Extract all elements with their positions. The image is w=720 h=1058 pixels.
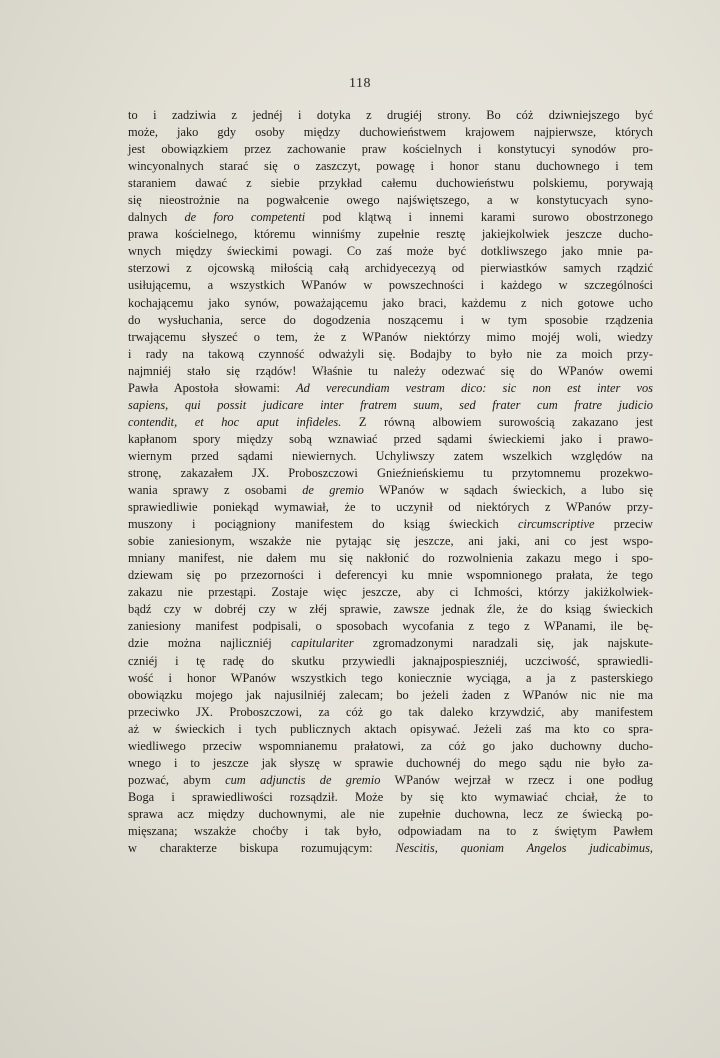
text-line (128, 755, 653, 772)
text-line (128, 329, 653, 346)
text-line (128, 465, 653, 482)
text-line (128, 806, 653, 823)
italic-phrase: sapiens, qui possit judicare inter fratrem suum, sed frater cum fratre judicio (128, 397, 653, 412)
text-line (128, 840, 653, 857)
italic-phrase: contendit, et hoc aput infideles. (128, 414, 342, 429)
italic-phrase: circumscriptive (517, 517, 595, 532)
text-line (128, 789, 653, 806)
text-line (128, 653, 653, 670)
text-line (128, 687, 653, 704)
text-line (128, 550, 653, 567)
text-segment: dzie można najliczniéj (128, 636, 291, 651)
text-segment: obowiązku mojego jak najusilniéj zalecam; bo jeżeli żaden z WPanów nic nie ma (128, 687, 653, 702)
text-segment: może, jako gdy osoby między duchowieństwem krajowem najpierwsze, których (128, 125, 653, 140)
text-segment: trwającemu słyszeć o tem, że z WPanów niektórzy mimo mojéj woli, wiedzy (128, 329, 653, 344)
text-line (128, 209, 653, 226)
italic-phrase: capitulariter (290, 636, 354, 651)
italic-phrase: de foro competenti (184, 210, 306, 225)
text-segment: się nieostrożnie na pogwałcenie owego najświętszego, a w konstytucyach syno- (128, 193, 653, 208)
text-segment: mniany manifest, nie dałem mu się nakłonić do rozwolnienia zakazu mego i spo- (128, 551, 653, 566)
body-text (128, 107, 653, 857)
text-segment: dziewam się po przezorności i deferencyi ku mnie wspomnionego prałata, że tego (128, 568, 653, 583)
text-line (128, 243, 653, 260)
text-line (128, 738, 653, 755)
text-segment: Boga i sprawiedliwości rozsądził. Może by się kto wymawiać chciał, że to (128, 789, 653, 804)
text-line (128, 260, 653, 277)
text-line (128, 124, 653, 141)
text-line (128, 567, 653, 584)
text-line (128, 448, 653, 465)
text-line (128, 584, 653, 601)
text-segment: Pawła Apostoła słowami: (128, 380, 297, 395)
text-line (128, 533, 653, 550)
text-line (128, 312, 653, 329)
text-line (128, 295, 653, 312)
text-segment: mięszana; wszakże choćby i tak było, odpowiadam na to z świętym Pawłem (128, 823, 653, 838)
text-segment: zakazu nie przestąpi. Zostaje więc jeszcze, aby ci Ichmości, którzy jakiżkolwiek- (128, 585, 653, 600)
text-line (128, 397, 653, 414)
text-line (128, 141, 653, 158)
text-line (128, 192, 653, 209)
text-line (128, 499, 653, 516)
text-line (128, 380, 653, 397)
text-line (128, 175, 653, 192)
text-segment: sterzowi z ojcowską miłością całą archidyecezyą od pierwiastków samych rządzić (128, 261, 653, 276)
text-line (128, 670, 653, 687)
text-segment: stronę, zakazałem JX. Proboszczowi Gnieźnieńskiemu tu przytomnemu prozekwo- (128, 465, 653, 480)
text-segment: przeciwko JX. Proboszczowi, za cóż go tak daleko krzywdzić, aby manifestem (128, 704, 653, 719)
text-line (128, 721, 653, 738)
text-segment: sprawa acz między duchownymi, ale nie zupełnie duchowna, lecz ze świecką po- (128, 806, 653, 821)
text-segment: aż w świeckich i tych publicznych aktach opisywać. Jeżeli zaś ma kto co spra- (128, 721, 653, 736)
text-segment: staraniem dawać z siebie przykład całemu duchowieństwu polskiemu, porywają (128, 176, 653, 191)
text-segment: czniéj i tę radę do skutku przywiedli jaknajpospieszniéj, uczciwość, sprawiedli- (128, 653, 653, 668)
text-line (128, 601, 653, 618)
text-segment: wiedliwego przeciw wspomnianemu prałatowi, za cóż go jako duchowny ducho- (128, 738, 653, 753)
text-segment: wość i honor WPanów wszystkich tego koniecznie wyciąga, a ja z pasterskiego (128, 670, 653, 685)
text-line (128, 823, 653, 840)
text-segment: Z równą albowiem surowością zakazano jest (341, 414, 653, 429)
text-segment: sprawiedliwie poniekąd wymawiał, że to uczynił od niektórych z WPanów przy- (128, 500, 653, 515)
text-segment: zaniesiony manifest podpisali, o sposobach wycofania z tego z WPanami, ile bę- (128, 619, 653, 634)
italic-phrase: de gremio (302, 483, 364, 498)
italic-phrase: cum adjunctis de gremio (225, 772, 381, 787)
italic-phrase: Nescitis, quoniam Angelos judicabimus, (395, 841, 653, 856)
text-line (128, 363, 653, 380)
text-segment: w charakterze biskupa rozumującym: (128, 841, 396, 856)
italic-phrase: Ad verecundiam vestram dico: sic non est inter vos (296, 380, 653, 395)
text-line (128, 635, 653, 652)
text-segment: usiłującemu, a wszystkich WPanów w powszechności i każdego w szczególności (128, 278, 653, 293)
text-segment: to i zadziwia z jednéj i dotyka z drugiéj strony. Bo cóż dziwniejszego być (128, 108, 653, 122)
text-line (128, 618, 653, 635)
text-segment: wiernym przed sądami niewiernych. Uchyliwszy zatem wszelkich względów na (128, 448, 653, 463)
page-number: 118 (349, 76, 371, 91)
text-segment: bądź czy w dobréj czy w złéj sprawie, zawsze jednak źle, że do ksiąg świeckich (128, 602, 653, 617)
text-line (128, 346, 653, 363)
text-line (128, 107, 653, 124)
text-line (128, 226, 653, 243)
text-segment: najmniéj stało się rządów! Właśnie tu należy odezwać się do WPanów owemi (128, 363, 653, 378)
text-segment: pozwać, abym (128, 772, 226, 787)
text-segment: jest obowiązkiem przez zachowanie praw kościelnych i konstytucyi synodów pro- (128, 142, 653, 157)
text-segment: wania sprawy z osobami (128, 483, 303, 498)
text-segment: zgromadzonymi naradzali się, jak najskute- (353, 636, 654, 651)
text-segment: muszony i pociągniony manifestem do ksiąg świeckich (128, 517, 518, 532)
text-segment: sobie zaniesionym, wszakże nie pytając się jeszcze, ani jaki, ani co jest wspo- (128, 534, 653, 549)
text-line (128, 277, 653, 294)
text-segment: przeciw (594, 517, 654, 532)
text-segment: dalnych (128, 210, 185, 225)
text-line (128, 516, 653, 533)
text-line (128, 158, 653, 175)
text-segment: WPanów w sądach świeckich, a lubo się (363, 483, 654, 498)
text-segment: do wysłuchania, serce do dogodzenia noszącemu i w tym sposobie rządzenia (128, 312, 653, 327)
text-segment: pod klątwą i innemi karami surowo obostrzonego (305, 210, 653, 225)
text-segment: wincyonalnych starać się o zaszczyt, powagę i honor stanu duchownego i tem (128, 159, 653, 174)
text-segment: kapłanom spory między sobą wznawiać przed sądami świeckiemi jako i prawo- (128, 431, 653, 446)
text-line (128, 482, 653, 499)
text-line (128, 772, 653, 789)
text-segment: prawa kościelnego, któremu winniśmy zupełnie resztę jakiejkolwiek jeszcze ducho- (128, 227, 653, 242)
text-segment: i rady na takową czynność odważyli się. Bodajby to było nie za moich przy- (128, 346, 653, 361)
text-line (128, 414, 653, 431)
text-line (128, 431, 653, 448)
text-segment: kochającemu jako synów, poważającemu jako braci, każdemu z nich gotowe ucho (128, 295, 653, 310)
text-line (128, 704, 653, 721)
text-segment: WPanów wejrzał w rzecz i one podług (380, 772, 653, 787)
text-segment: wnych między świeckimi powagi. Co zaś może być dotkliwszego jako mnie pa- (128, 244, 653, 259)
text-segment: wnego i to jeszcze jak słyszę w sprawie duchownéj do mego sądu nie było za- (128, 755, 653, 770)
